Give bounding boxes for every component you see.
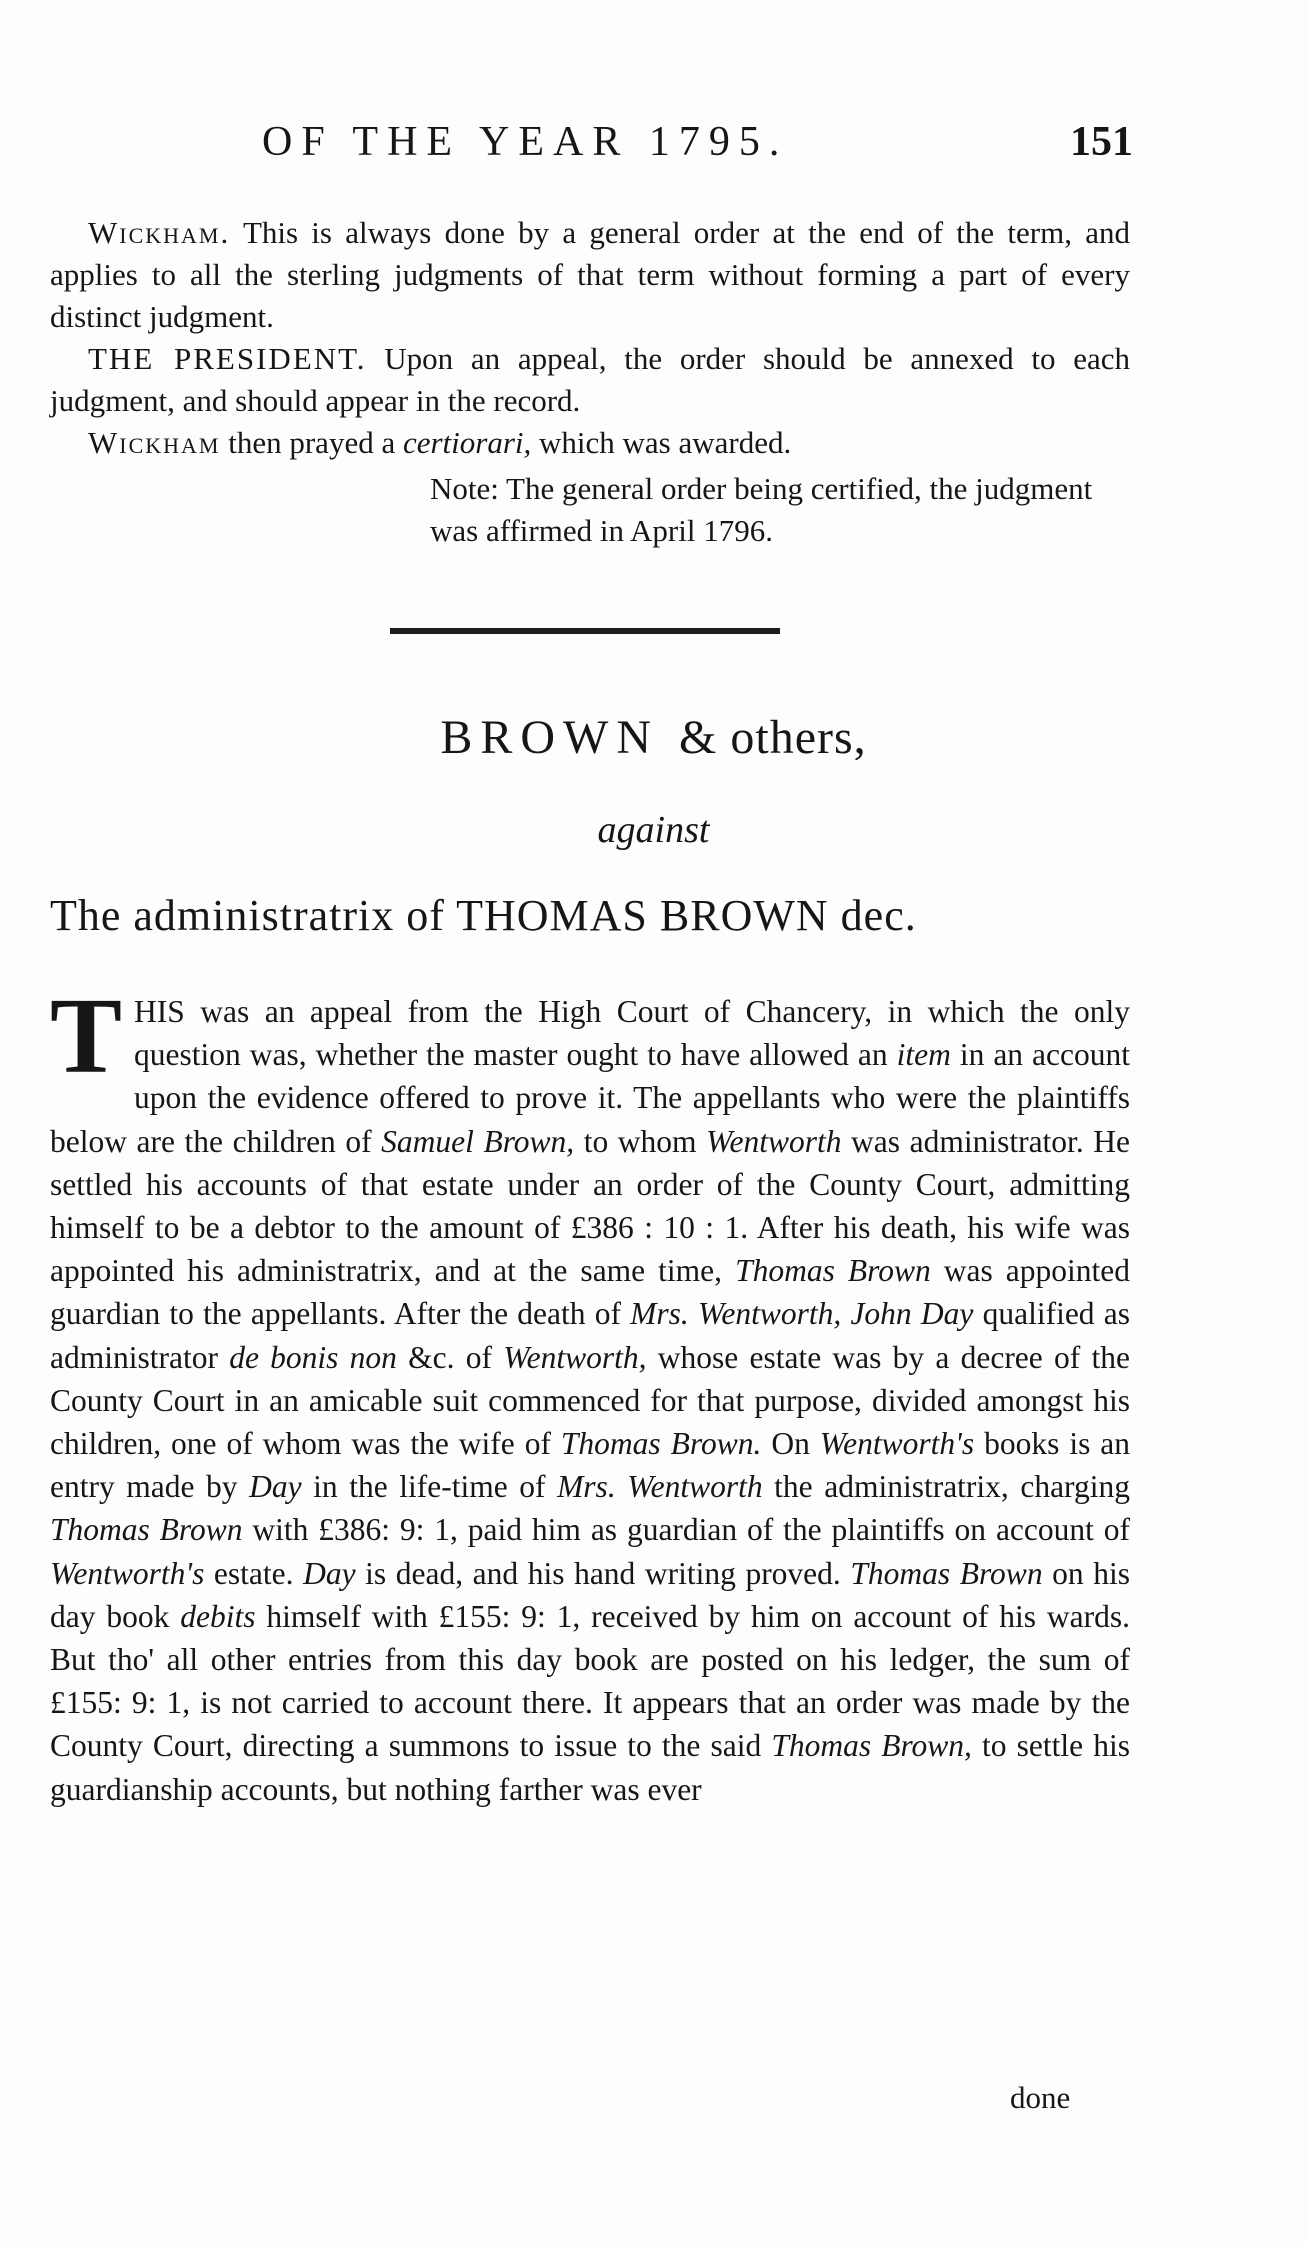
italic-term: Thomas Brown, bbox=[771, 1728, 972, 1764]
body-segment: with £386: 9: 1, paid him as guardian of the plaintiffs on account of bbox=[242, 1512, 1131, 1548]
paragraph-text: This is always done by a general order at the end of the term, and applies to all the sterling judgments of that term without forming a part of every distinct judgment. bbox=[50, 215, 1130, 334]
respondent-name: The administratrix of THOMAS BROWN dec. bbox=[50, 891, 917, 940]
body-segment: is dead, and his hand writing proved. bbox=[355, 1555, 851, 1591]
body-segment: in the life-time of bbox=[301, 1469, 558, 1505]
case-title bbox=[0, 710, 1307, 765]
italic-term: Wentworth's bbox=[819, 1426, 975, 1462]
italic-term: Wentworth, bbox=[503, 1339, 647, 1375]
body-segment: On bbox=[761, 1426, 820, 1462]
body-segment: books is an entry made by bbox=[50, 1426, 1131, 1505]
opening-dialogue bbox=[50, 212, 1130, 464]
italic-term: Thomas Brown bbox=[735, 1253, 931, 1289]
appellant-name: BROWN bbox=[440, 711, 660, 764]
speaker-name: Wickham bbox=[88, 425, 221, 460]
speaker-name: Wickham. bbox=[88, 215, 231, 250]
speaker-name: THE PRESIDENT. bbox=[88, 341, 367, 376]
body-segment: was appointed guardian to the appellants. After the death of bbox=[50, 1253, 1130, 1332]
italic-term: Thomas Brown. bbox=[560, 1426, 762, 1462]
body-segment: to whom bbox=[574, 1123, 707, 1159]
body-segment: was administrator. He settled his accounts of that estate under an order of the County Court, admitting himself to be a debtor to the amount of £386 : 10 : 1. After his death, his wife was appointed his administratrix, and at the same time, bbox=[50, 1123, 1130, 1289]
italic-term: Wentworth bbox=[706, 1123, 842, 1159]
body-segment: himself with £155: 9: 1, received by him on account of his wards. But tho' all other entries from this day book are posted on his ledger, the sum of £155: 9: 1, is not carried to account there. It appears that an order was made by the County Court, directing a summons to issue to the said bbox=[50, 1598, 1130, 1764]
italic-term: Thomas Brown bbox=[850, 1555, 1043, 1591]
italic-term: de bonis non bbox=[229, 1339, 397, 1375]
body-segment: to settle his guardianship accounts, but nothing farther was ever bbox=[50, 1728, 1130, 1807]
body-segment: in an account upon the evidence offered to prove it. The appellants who were the plaintiffs below are the children of bbox=[50, 1037, 1130, 1159]
paragraph-certiorari bbox=[50, 422, 1130, 464]
italic-term: Day bbox=[249, 1469, 302, 1505]
italic-term: Samuel Brown, bbox=[381, 1123, 575, 1159]
italic-term: debits bbox=[180, 1598, 256, 1634]
paragraph-wickham bbox=[50, 212, 1130, 338]
italic-term: certiorari, bbox=[402, 425, 532, 460]
catchword: done bbox=[1010, 2080, 1071, 2115]
body-segment: whose estate was by a decree of the County Court in an amicable suit commenced for that purpose, divided amongst his children, one of whom was the wife of bbox=[50, 1339, 1130, 1462]
italic-term: Mrs. Wentworth bbox=[557, 1469, 763, 1505]
paragraph-text: which was awarded. bbox=[539, 425, 792, 460]
body-segment: qualified as administrator bbox=[50, 1296, 1131, 1375]
italic-term: Thomas Brown bbox=[50, 1512, 243, 1548]
paragraph-text: Upon an appeal, the order should be annexed to each judgment, and should appear in the record. bbox=[50, 341, 1131, 418]
section-divider bbox=[390, 628, 780, 634]
case-body bbox=[50, 977, 1131, 1811]
page-number: 151 bbox=[1070, 119, 1133, 165]
italic-term: item bbox=[896, 1037, 951, 1073]
body-segment: HIS was an appeal from the High Court of Chancery, in which the only question was, whether the master ought to have allowed an bbox=[134, 994, 1130, 1073]
italic-term: Mrs. Wentworth, John Day bbox=[630, 1296, 974, 1332]
italic-term: Wentworth's bbox=[50, 1555, 205, 1591]
appellant-others: & others, bbox=[679, 711, 867, 764]
note: Note: The general order being certified, the judgment was affirmed in April 1796. bbox=[430, 471, 1093, 548]
drop-cap: T bbox=[50, 977, 123, 1096]
body-segment: estate. bbox=[204, 1555, 304, 1591]
running-head: OF THE YEAR 1795. bbox=[262, 119, 789, 165]
body-segment: &c. of bbox=[396, 1339, 504, 1375]
paragraph-president bbox=[50, 338, 1130, 422]
case-versus: against bbox=[597, 809, 710, 851]
body-text bbox=[50, 977, 1131, 1807]
paragraph-text: then prayed a bbox=[228, 425, 396, 460]
page-header bbox=[0, 118, 1307, 178]
body-segment: the administratrix, charging bbox=[762, 1469, 1130, 1505]
italic-term: Day bbox=[303, 1555, 356, 1591]
body-segment: on his day book bbox=[50, 1555, 1130, 1634]
